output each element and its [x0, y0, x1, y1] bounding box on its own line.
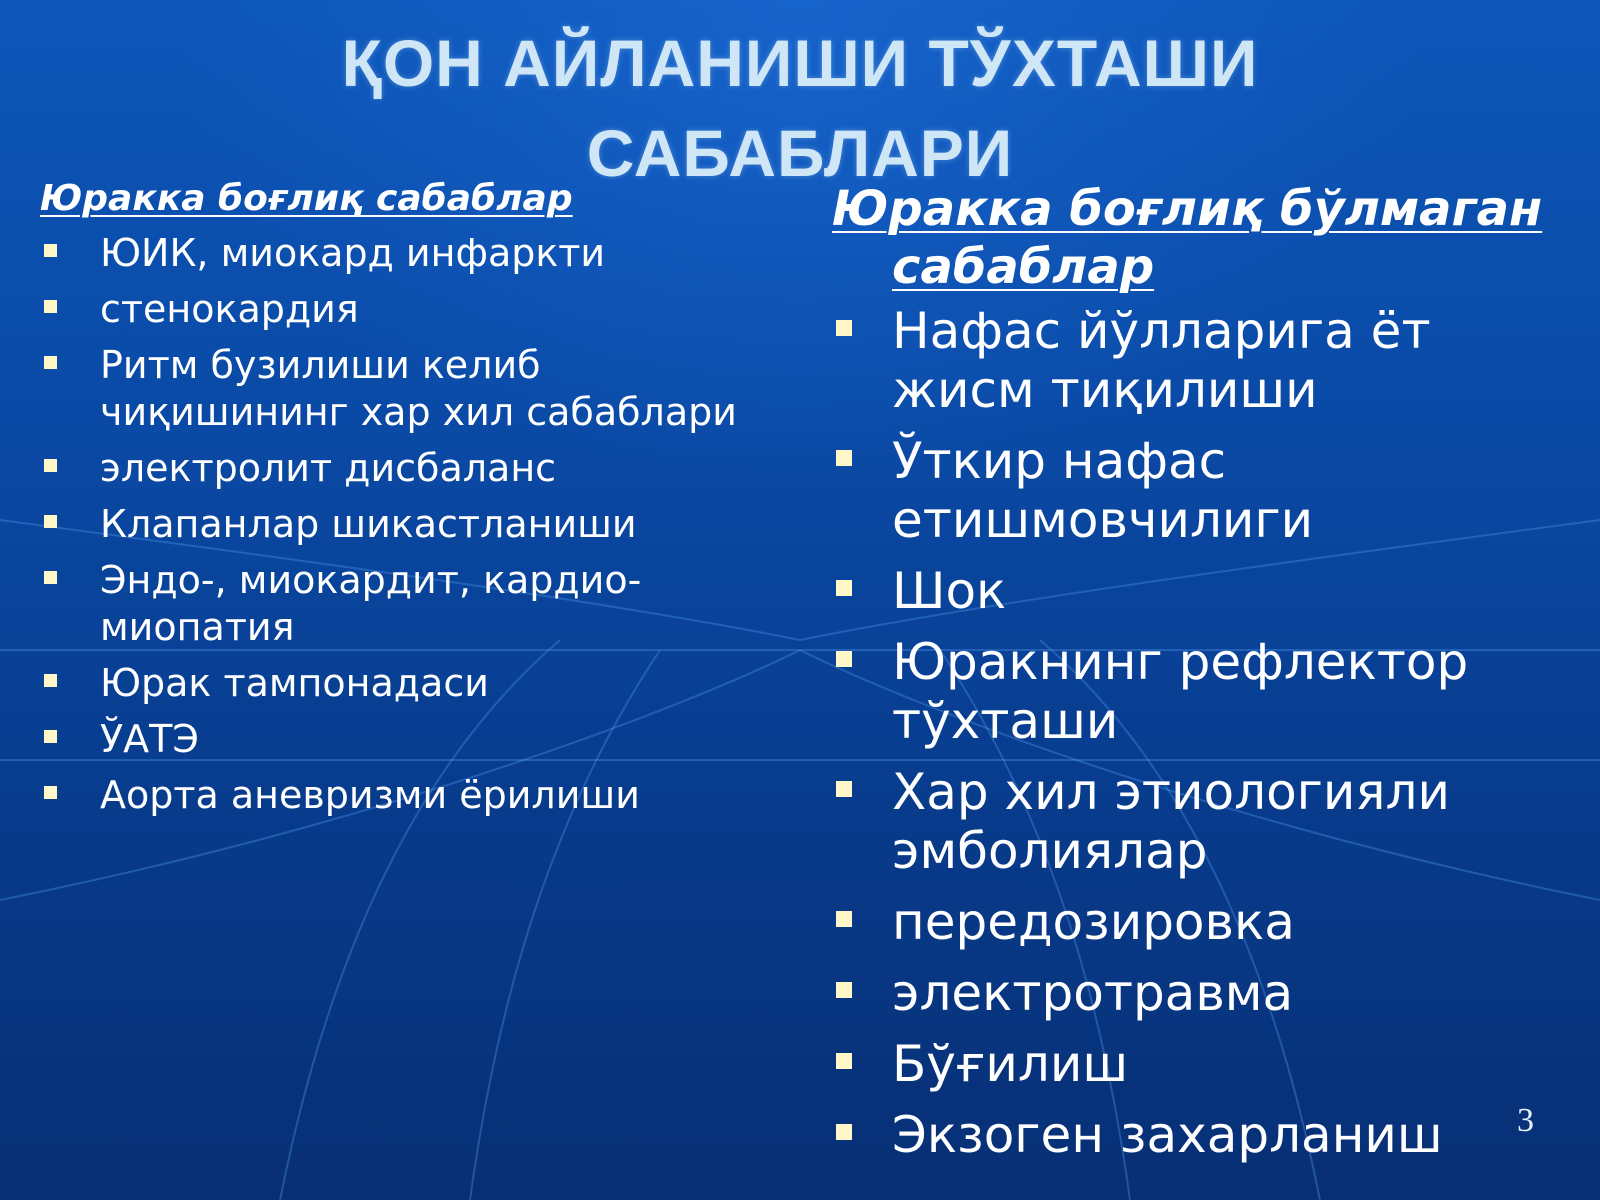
slide-title-line-2: САБАБЛАРИ — [586, 116, 1014, 190]
square-bullet-icon — [44, 786, 57, 799]
list-item — [40, 660, 740, 707]
list-item — [40, 772, 740, 819]
square-bullet-icon — [836, 320, 852, 336]
list-item-text: Аорта аневризми ёрилиши — [100, 773, 640, 817]
list-item — [832, 432, 1562, 550]
list-item-text: Юракнинг рефлектор тўхташи — [892, 633, 1469, 750]
square-bullet-icon — [836, 1053, 852, 1069]
square-bullet-icon — [44, 515, 57, 528]
square-bullet-icon — [836, 450, 852, 466]
list-item-text: Шок — [892, 562, 1007, 620]
list-item-text: Эндо-, миокардит, кардио-миопатия — [100, 558, 642, 649]
list-item-text: электротравма — [892, 964, 1294, 1022]
list-item — [832, 1035, 1562, 1094]
square-bullet-icon — [836, 781, 852, 797]
square-bullet-icon — [44, 244, 57, 257]
square-bullet-icon — [44, 730, 57, 743]
list-item-text: Ўткир нафас етишмовчилиги — [892, 432, 1314, 549]
list-item-text: стенокардия — [100, 287, 359, 331]
list-item — [832, 763, 1562, 881]
square-bullet-icon — [836, 1124, 852, 1140]
list-item — [832, 964, 1562, 1023]
square-bullet-icon — [836, 911, 852, 927]
left-cause-list — [40, 230, 740, 819]
list-item — [40, 716, 740, 763]
list-item-text: ЎАТЭ — [100, 717, 199, 761]
left-column — [40, 176, 740, 828]
square-bullet-icon — [44, 674, 57, 687]
slide-title-line-1: ҚОН АЙЛАНИШИ ТЎХТАШИ — [341, 26, 1259, 100]
square-bullet-icon — [836, 580, 852, 596]
list-item-text: Бўғилиш — [892, 1035, 1129, 1093]
list-item — [40, 342, 740, 436]
list-item — [832, 1106, 1562, 1165]
right-column-heading: Юракка боғлиқ бўлмаган сабаблар — [832, 181, 1543, 295]
list-item-text: ЮИК, миокард инфаркти — [100, 231, 606, 275]
list-item — [40, 286, 740, 333]
page-number: 3 — [1517, 1102, 1534, 1139]
square-bullet-icon — [836, 982, 852, 998]
right-cause-list — [832, 302, 1562, 1165]
list-item — [832, 633, 1562, 751]
right-column — [832, 180, 1562, 1177]
list-item — [832, 302, 1562, 420]
list-item — [832, 893, 1562, 952]
list-item-text: электролит дисбаланс — [100, 446, 557, 490]
square-bullet-icon — [44, 300, 57, 313]
square-bullet-icon — [44, 356, 57, 369]
square-bullet-icon — [44, 459, 57, 472]
list-item-text: Хар хил этиологияли эмболиялар — [892, 763, 1450, 880]
square-bullet-icon — [44, 571, 57, 584]
list-item-text: Клапанлар шикастланиши — [100, 502, 637, 546]
list-item — [40, 501, 740, 548]
square-bullet-icon — [836, 651, 852, 667]
slide-title — [0, 18, 1600, 198]
list-item-text: Нафас йўлларига ёт жисм тиқилиши — [892, 302, 1431, 419]
list-item — [40, 557, 740, 651]
list-item-text: передозировка — [892, 893, 1295, 951]
list-item-text: Ритм бузилиши келиб чиқишининг хар хил сабаблари — [100, 343, 737, 434]
list-item-text: Экзоген захарланиш — [892, 1106, 1443, 1164]
list-item — [832, 562, 1562, 621]
list-item — [40, 230, 740, 277]
list-item — [40, 445, 740, 492]
left-column-heading: Юракка боғлиқ сабаблар — [40, 178, 573, 219]
list-item-text: Юрак тампонадаси — [100, 661, 489, 705]
